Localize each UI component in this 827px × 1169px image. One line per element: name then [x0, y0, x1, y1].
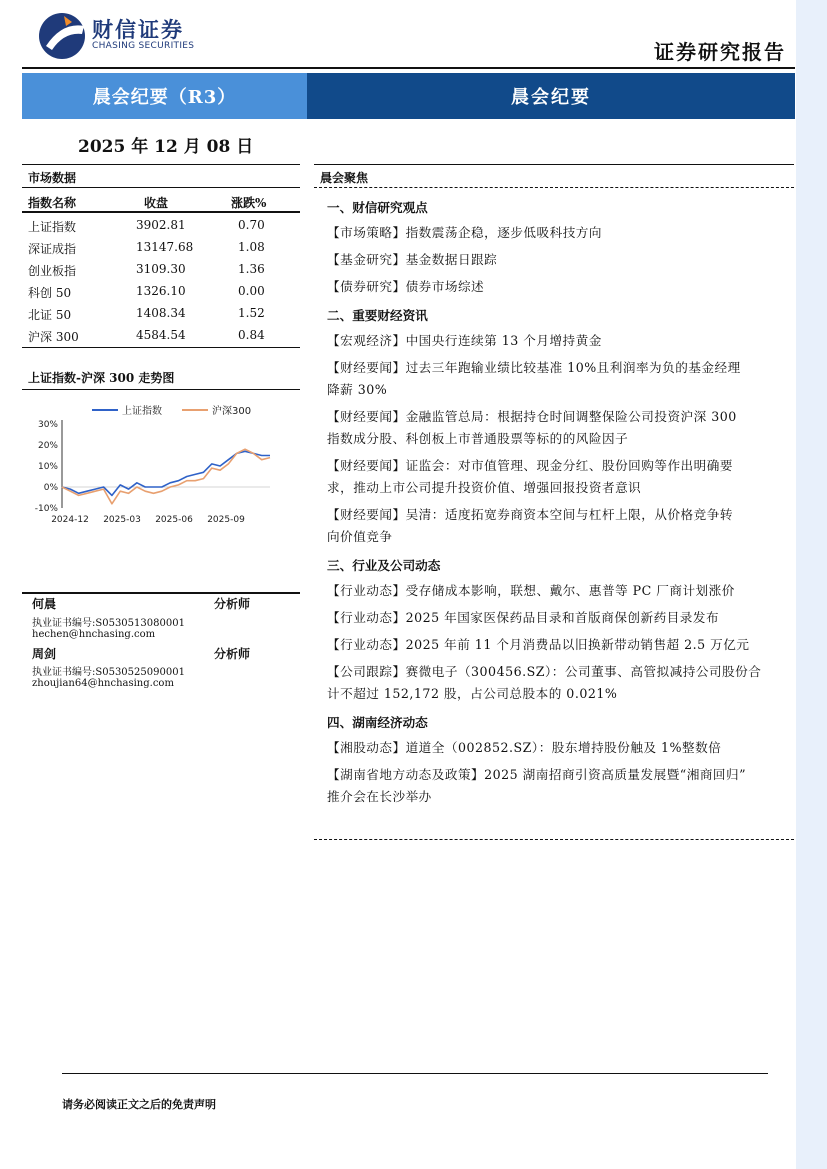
news-item: 【湘股动态】道道全（002852.SZ）：股东增持股份触及 1%整数倍 [327, 740, 722, 755]
focus-heading: 二、重要财经资讯 [327, 308, 428, 323]
analyst-1-email[interactable]: hechen@hnchasing.com [32, 629, 156, 640]
analyst-2-name: 周剑 [32, 647, 57, 661]
focus-title-rule [314, 187, 794, 188]
y-tick-label: 30% [37, 420, 58, 430]
market-index-change: 0.70 [238, 218, 265, 232]
news-item-continued: 推介会在长沙举办 [327, 789, 432, 804]
market-index-name: 北证 50 [28, 308, 72, 322]
market-index-name: 科创 50 [28, 286, 72, 300]
x-tick-label: 2025-03 [103, 515, 141, 525]
y-tick-label: 10% [37, 462, 58, 472]
market-header-close: 收盘 [144, 196, 169, 210]
x-tick-label: 2025-09 [207, 515, 245, 525]
news-item: 【湖南省地方动态及政策】2025 湖南招商引资高质量发展暨“湘商回归” [327, 767, 747, 782]
analyst-1-name: 何晨 [32, 597, 57, 611]
news-item: 【财经要闻】证监会：对市值管理、现金分红、股份回购等作出明确要 [327, 458, 733, 473]
footer-disclaimer: 请务必阅读正文之后的免责声明 [62, 1098, 216, 1111]
market-index-change: 1.08 [238, 240, 265, 254]
banner-right: 晨会纪要 [307, 73, 795, 119]
news-item-continued: 向价值竞争 [327, 529, 393, 544]
market-index-close: 1326.10 [136, 284, 186, 298]
market-row [28, 306, 288, 328]
market-index-close: 3109.30 [136, 262, 186, 276]
news-item: 【财经要闻】金融监管总局：根据持仓时间调整保险公司投资沪深 300 [327, 409, 737, 424]
market-section-title: 市场数据 [28, 171, 77, 185]
market-row [28, 240, 288, 262]
footer-rule [62, 1073, 768, 1074]
report-type-title: 证券研究报告 [654, 40, 786, 64]
report-date: 2025 年 12 月 08 日 [78, 137, 254, 157]
focus-bottom-rule [314, 839, 794, 840]
news-item: 【财经要闻】吴清：适度拓宽券商资本空间与杠杆上限，从价格竞争转 [327, 507, 733, 522]
focus-section-title: 晨会聚焦 [320, 171, 369, 185]
chart-section-title: 上证指数-沪深 300 走势图 [28, 371, 175, 385]
legend-label: 上证指数 [122, 406, 162, 417]
y-tick-label: -10% [34, 504, 58, 514]
logo-emblem-icon [38, 12, 90, 60]
news-item: 【公司跟踪】赛微电子（300456.SZ）：公司董事、高管拟减持公司股份合 [327, 664, 762, 679]
chart-title-rule [22, 389, 300, 390]
market-index-name: 深证成指 [28, 242, 77, 256]
logo-text-cn: 财信证券 [92, 18, 184, 42]
x-tick-label: 2025-06 [155, 515, 193, 525]
focus-heading: 一、财信研究观点 [327, 200, 428, 215]
news-item: 【市场策略】指数震荡企稳，逐步低吸科技方向 [327, 225, 602, 240]
market-header-name: 指数名称 [28, 196, 77, 210]
news-item: 【行业动态】2025 年前 11 个月消费品以旧换新带动销售超 2.5 万亿元 [327, 637, 750, 652]
news-item: 【宏观经济】中国央行连续第 13 个月增持黄金 [327, 333, 602, 348]
right-margin-strip [796, 0, 827, 1169]
analyst-1-license: 执业证书编号:S0530513080001 [32, 618, 185, 629]
news-item: 【行业动态】2025 年国家医保药品目录和首版商保创新药目录发布 [327, 610, 720, 625]
market-top-rule [22, 164, 300, 165]
market-index-close: 3902.81 [136, 218, 186, 232]
trend-chart [22, 394, 300, 534]
series-line-csi300 [62, 449, 270, 504]
analyst-1-title: 分析师 [214, 597, 251, 611]
market-header-rule [22, 211, 300, 213]
market-header-change: 涨跌% [231, 196, 267, 210]
market-index-close: 1408.34 [136, 306, 186, 320]
y-tick-label: 20% [37, 441, 58, 451]
news-item: 【基金研究】基金数据日跟踪 [327, 252, 498, 267]
market-index-name: 创业板指 [28, 264, 77, 278]
legend-label: 沪深300 [212, 406, 252, 417]
market-index-close: 13147.68 [136, 240, 194, 254]
focus-heading: 三、行业及公司动态 [327, 558, 441, 573]
analyst-2-email[interactable]: zhoujian64@hnchasing.com [32, 678, 174, 689]
news-item-continued: 计不超过 152,172 股，占公司总股本的 0.021% [327, 686, 618, 701]
market-row [28, 262, 288, 284]
news-item: 【财经要闻】过去三年跑输业绩比较基准 10%且利润率为负的基金经理 [327, 360, 741, 375]
market-row [28, 218, 288, 240]
market-index-change: 1.52 [238, 306, 265, 320]
market-index-name: 沪深 300 [28, 330, 79, 344]
market-index-name: 上证指数 [28, 220, 77, 234]
market-index-close: 4584.54 [136, 328, 186, 342]
news-item: 【债券研究】债券市场综述 [327, 279, 485, 294]
banner-left: 晨会纪要（R3） [22, 73, 307, 119]
news-item-continued: 降薪 30% [327, 382, 388, 397]
focus-top-rule [314, 164, 794, 165]
analyst-2-license: 执业证书编号:S0530525090001 [32, 667, 185, 678]
focus-heading: 四、湖南经济动态 [327, 715, 428, 730]
x-tick-label: 2024-12 [51, 515, 89, 525]
logo-text-en: CHASING SECURITIES [92, 41, 195, 51]
y-tick-label: 0% [43, 483, 58, 493]
market-index-change: 1.36 [238, 262, 265, 276]
market-row [28, 284, 288, 306]
analyst-top-rule [22, 592, 300, 594]
market-index-change: 0.00 [238, 284, 265, 298]
news-item-continued: 指数成分股、科创板上市普通股票等标的的风险因子 [327, 431, 629, 446]
analyst-2-title: 分析师 [214, 647, 251, 661]
market-bottom-rule [22, 347, 300, 348]
news-item-continued: 求，推动上市公司提升投资价值、增强回报投资者意识 [327, 480, 642, 495]
market-index-change: 0.84 [238, 328, 265, 342]
header-divider [22, 67, 795, 69]
market-title-rule [22, 187, 300, 188]
news-item: 【行业动态】受存储成本影响，联想、戴尔、惠普等 PC 厂商计划涨价 [327, 583, 735, 598]
